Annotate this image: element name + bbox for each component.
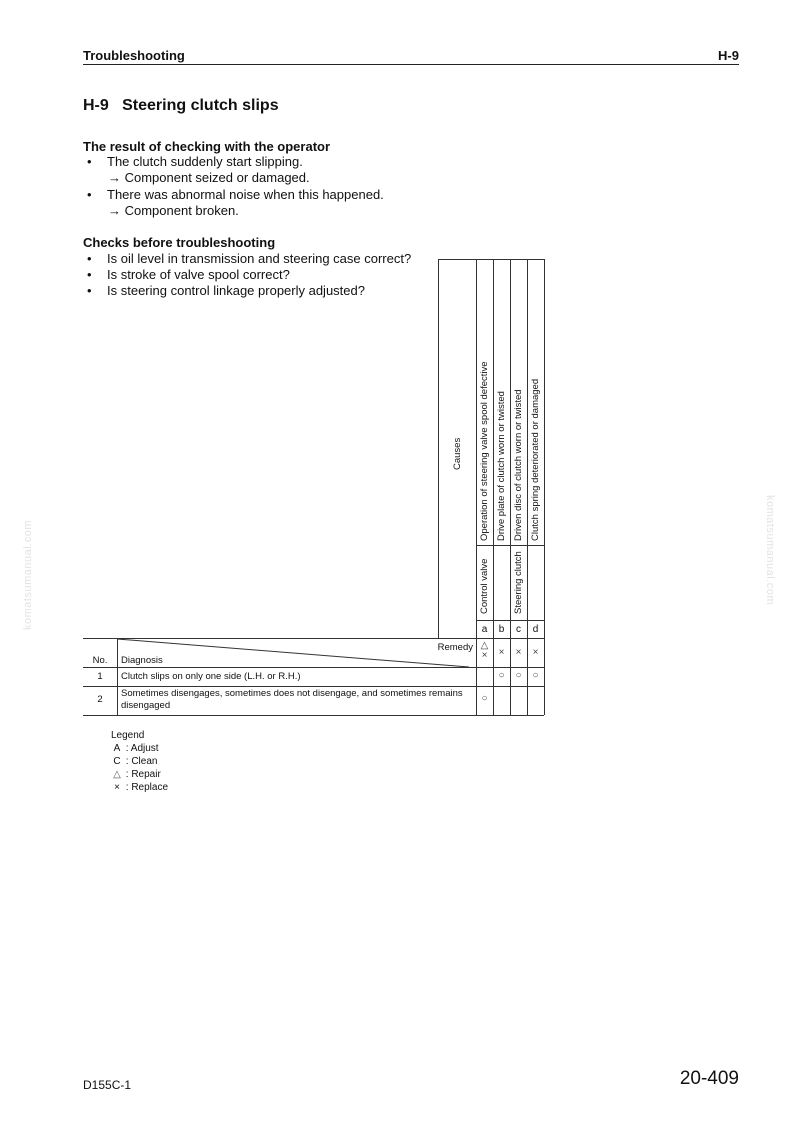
cause-d-text: Clutch spring deteriorated or damaged — [530, 378, 541, 541]
legend-meaning: : Adjust — [125, 743, 159, 754]
bullet-icon: • — [87, 283, 92, 298]
operator-check-heading: The result of checking with the operator — [83, 139, 331, 154]
cause-a-text: Operation of steering valve spool defective — [479, 361, 490, 541]
matrix-right-line — [544, 259, 545, 715]
watermark-right: komatsumanual.com — [764, 495, 776, 605]
checks-before-heading: Checks before troubleshooting — [83, 235, 276, 250]
legend-symbol: △ — [113, 769, 121, 780]
no-label: No. — [92, 655, 108, 666]
legend-meaning: : Replace — [125, 782, 169, 793]
row-2-diagnosis: Sometimes disengages, sometimes does not disengage, and sometimes remains disengaged — [121, 688, 463, 711]
footer-page-number: 20-409 — [679, 1068, 739, 1089]
row-1-diagnosis: Clutch slips on only one side (L.H. or R.H.) — [121, 671, 301, 682]
remedy-d: × — [532, 647, 539, 658]
check-item-text: Is oil level in transmission and steering case correct? — [107, 251, 412, 266]
matrix-letter-line — [476, 620, 544, 621]
matrix-bottom-line — [83, 715, 544, 716]
diagnosis-label: Diagnosis — [121, 655, 163, 666]
matrix-left-line — [438, 259, 439, 639]
group-control-valve: Control valve — [479, 558, 490, 614]
operator-item-result: → Component broken. — [108, 203, 239, 218]
cause-letter-a: a — [481, 624, 488, 635]
row-1-no: 1 — [97, 671, 103, 682]
bullet-icon: • — [87, 154, 92, 169]
cause-letter-d: d — [532, 624, 539, 635]
bullet-icon: • — [87, 267, 92, 282]
page-title: H-9 Steering clutch slips — [83, 97, 279, 114]
legend-item-clean — [111, 756, 157, 767]
row-2-mark-a: ○ — [481, 693, 488, 704]
cause-c-text: Driven disc of clutch worn or twisted — [513, 389, 524, 541]
row-2-no: 2 — [97, 694, 103, 705]
row-1-mark-c: ○ — [515, 670, 522, 681]
header-code: H-9 — [718, 48, 739, 63]
header-section: Troubleshooting — [83, 48, 185, 63]
legend-meaning: : Clean — [125, 756, 158, 767]
bullet-icon: • — [87, 251, 92, 266]
matrix-top-line — [438, 259, 545, 260]
legend-symbol: A — [113, 743, 121, 754]
row-1-mark-d: ○ — [532, 670, 539, 681]
row-1-mark-b: ○ — [498, 670, 505, 681]
remedy-c: × — [515, 647, 522, 658]
causes-label: Causes — [452, 437, 463, 470]
legend-symbol: × — [114, 782, 120, 793]
cause-letter-b: b — [498, 624, 505, 635]
legend-item-replace — [111, 782, 168, 793]
legend-title: Legend — [111, 730, 145, 741]
remedy-a: △ × — [480, 640, 489, 661]
check-item-text: Is steering control linkage properly adjusted? — [107, 283, 365, 298]
legend-item-repair — [111, 769, 161, 780]
cause-letter-c: c — [516, 624, 521, 635]
operator-item-text: There was abnormal noise when this happened. — [107, 187, 384, 202]
remedy-label: Remedy — [437, 642, 473, 653]
operator-item-result: → Component seized or damaged. — [108, 170, 310, 185]
header-rule — [83, 64, 739, 65]
group-steering-clutch: Steering clutch — [513, 551, 524, 614]
legend-meaning: : Repair — [125, 769, 161, 780]
check-item-text: Is stroke of valve spool correct? — [107, 267, 290, 282]
matrix-group-line — [476, 545, 544, 546]
bullet-icon: • — [87, 187, 92, 202]
remedy-b: × — [498, 647, 505, 658]
legend-item-adjust — [111, 743, 159, 754]
operator-item-text: The clutch suddenly start slipping. — [107, 154, 303, 169]
watermark-left: komatsumanual.com — [22, 520, 34, 630]
matrix-row-line — [83, 686, 544, 687]
footer-model: D155C-1 — [83, 1078, 132, 1092]
cause-b-text: Drive plate of clutch worn or twisted — [496, 391, 507, 541]
legend-symbol: C — [113, 756, 121, 767]
